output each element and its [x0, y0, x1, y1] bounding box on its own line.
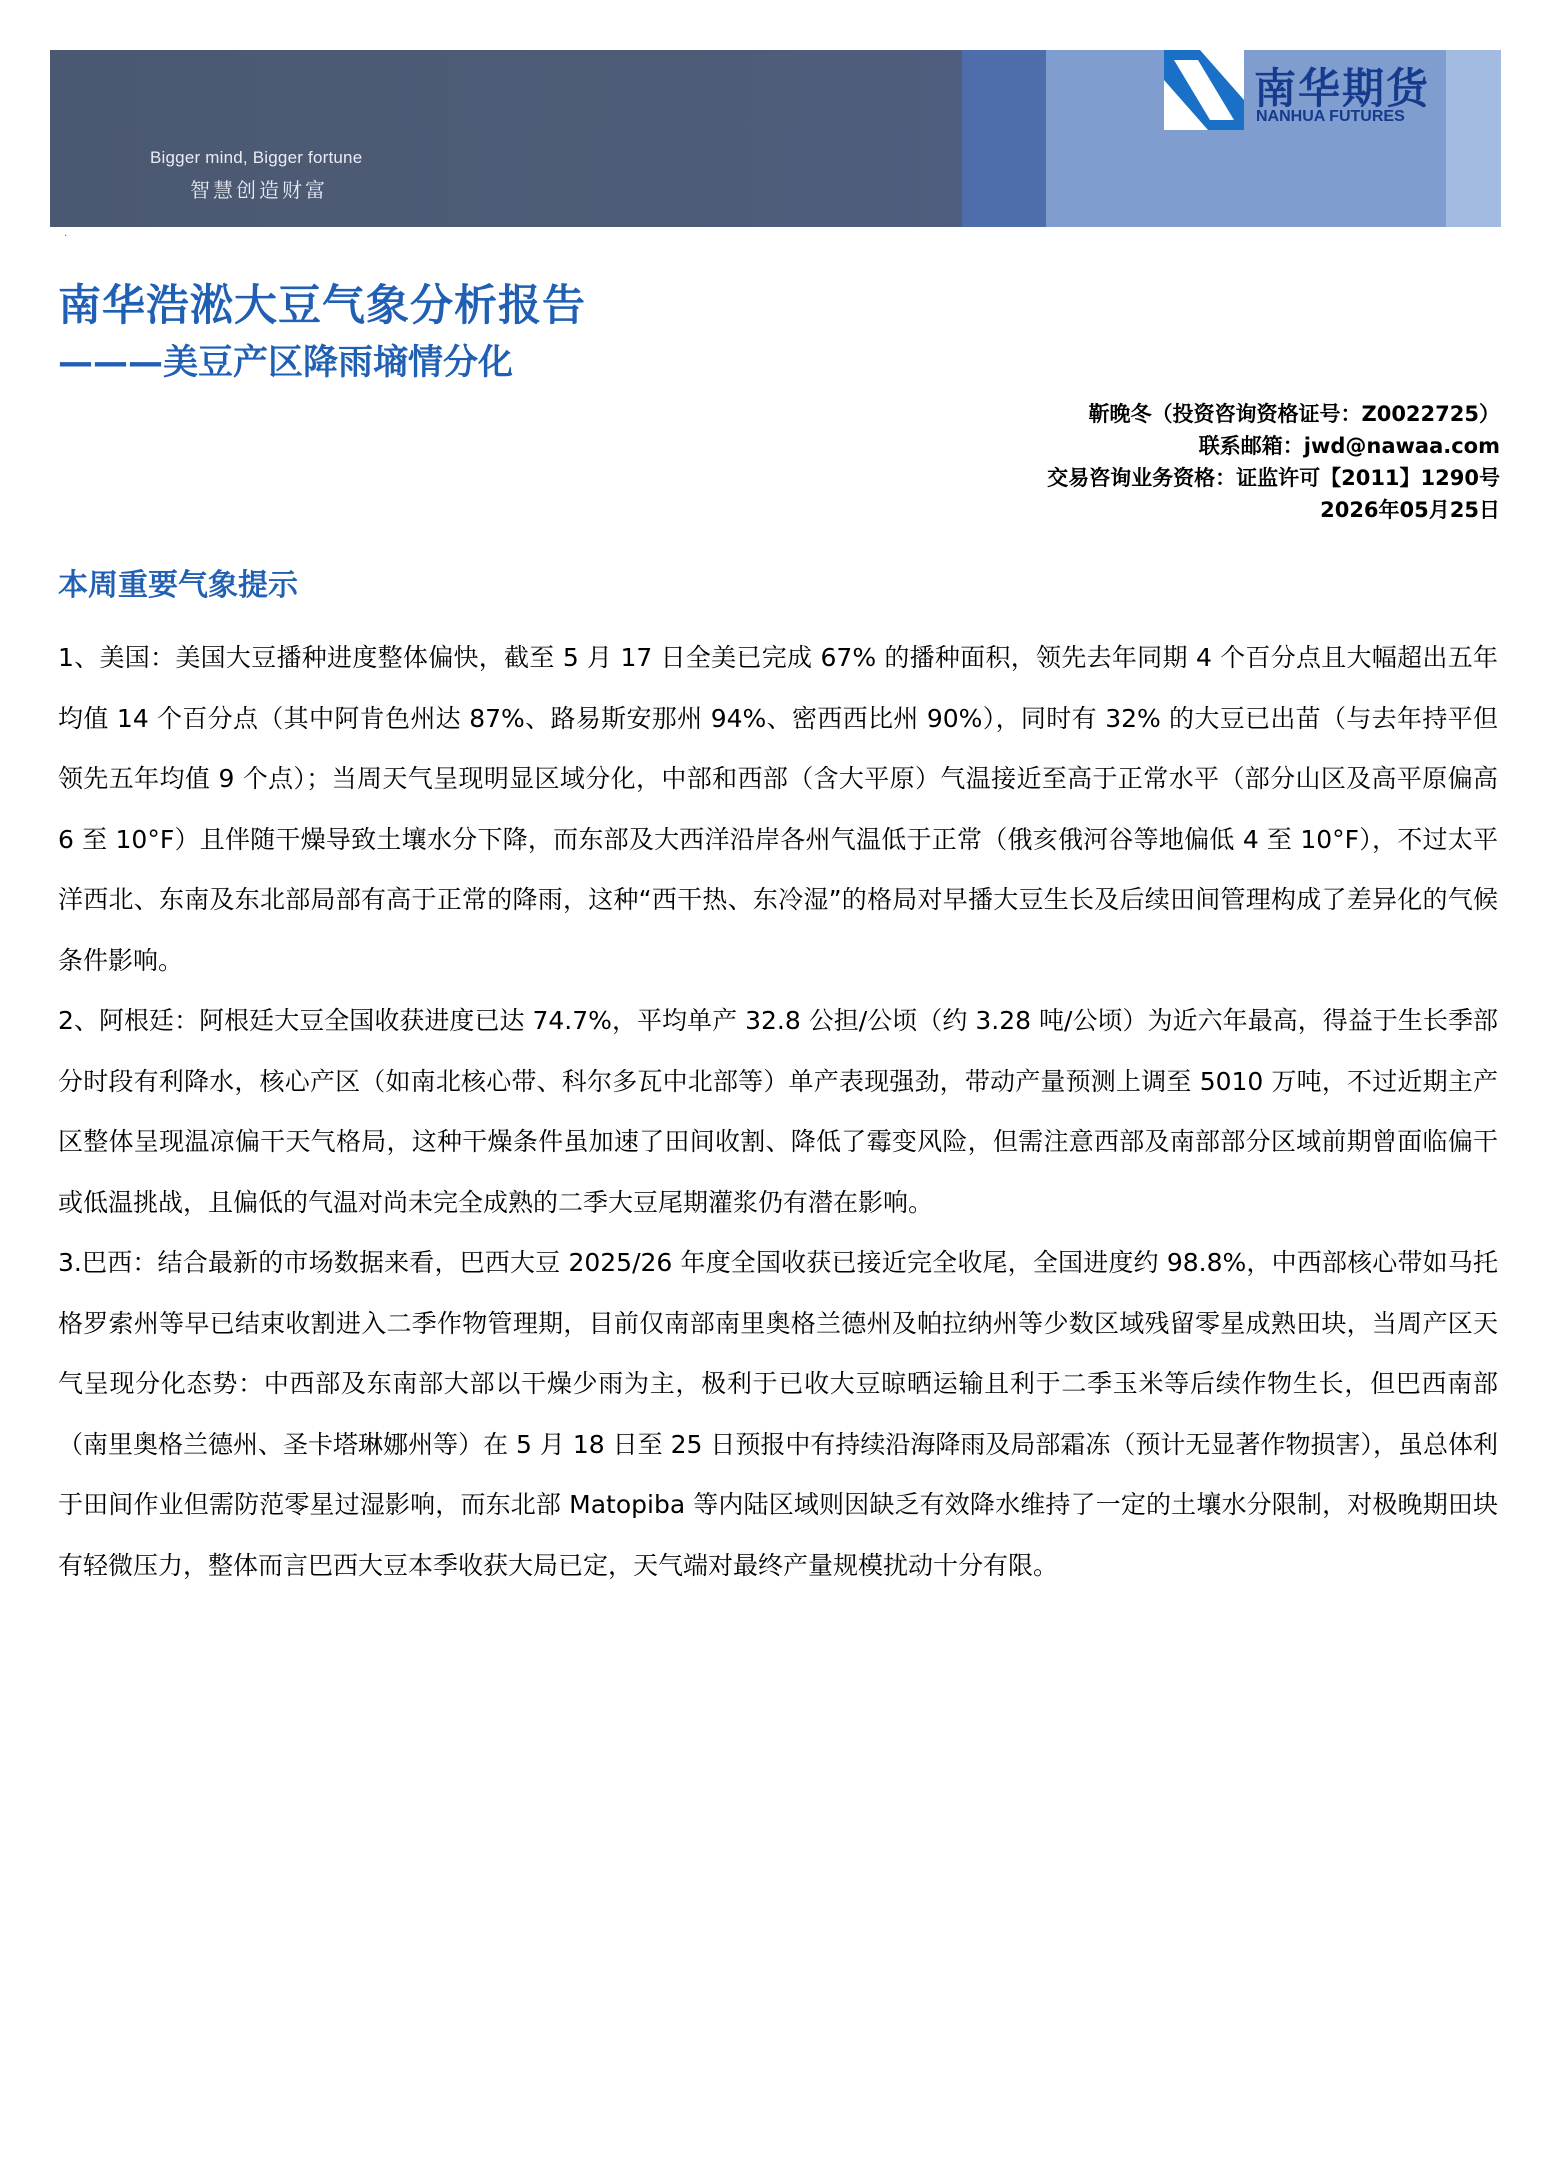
slogan-english: Bigger mind, Bigger fortune: [150, 148, 363, 167]
paragraph-brazil: 3.巴西：结合最新的市场数据来看，巴西大豆 2025/26 年度全国收获已接近完全收尾，全国进度约 98.8%，中西部核心带如马托格罗索州等早已结束收割进入二季作物管理期，目前仅南部南里奥格兰德州及帕拉纳州等少数区域残留零星成熟田块，当周产区天气呈现分化态势：中西部及东南部大部以干燥少雨为主，极利于已收大豆晾晒运输且利于二季玉米等后续作物生长，但巴西南部（南里奥格兰德州、圣卡塔琳娜州等）在 5 月 18 日至 25 日预报中有持续沿海降雨及局部霜冻（预计无显著作物损害），虽总体利于田间作业但需防范零星过湿影响，而东北部 Matopiba 等内陆区域则因缺乏有效降水维持了一定的土壤水分限制，对极晚期田块有轻微压力，整体而言巴西大豆本季收获大局已定，天气端对最终产量规模扰动十分有限。: [58, 1248, 1498, 1580]
banner-stripe: [962, 50, 1046, 227]
nanhua-logo-icon: [1164, 50, 1244, 130]
logo-english-name: NANHUA FUTURES: [1256, 108, 1405, 125]
author-info: [800, 398, 1500, 526]
report-subtitle: ———美豆产区降雨墒情分化: [58, 343, 514, 383]
page-marker: ·: [64, 231, 68, 242]
company-logo: [1164, 50, 1454, 140]
report-title: 南华浩淞大豆气象分析报告: [58, 281, 586, 331]
logo-chinese-name: 南华期货: [1254, 64, 1431, 113]
section-body: [58, 628, 1498, 1596]
report-date: 2026年05月25日: [1320, 498, 1500, 522]
slogan-chinese: 智慧创造财富: [190, 178, 328, 202]
paragraph-us: 1、美国：美国大豆播种进度整体偏快，截至 5 月 17 日全美已完成 67% 的播种面积，领先去年同期 4 个百分点且大幅超出五年均值 14 个百分点（其中阿肯色州达 87%、路易斯安那州 94%、密西西比州 90%），同时有 32% 的大豆已出苗（与去年持平但领先五年均值 9 个点）；当周天气呈现明显区域分化，中部和西部（含大平原）气温接近至高于正常水平（部分山区及高平原偏高 6 至 10°F）且伴随干燥导致土壤水分下降，而东部及大西洋沿岸各州气温低于正常（俄亥俄河谷等地偏低 4 至 10°F），不过太平洋西北、东南及东北部局部有高于正常的降雨，这种“西干热、东冷湿”的格局对早播大豆生长及后续田间管理构成了差异化的气候条件影响。: [58, 643, 1498, 975]
paragraph-argentina: 2、阿根廷：阿根廷大豆全国收获进度已达 74.7%，平均单产 32.8 公担/公顷（约 3.28 吨/公顷）为近六年最高，得益于生长季部分时段有利降水，核心产区（如南北核心带、科尔多瓦中北部等）单产表现强劲，带动产量预测上调至 5010 万吨，不过近期主产区整体呈现温凉偏干天气格局，这种干燥条件虽加速了田间收割、降低了霉变风险，但需注意西部及南部部分区域前期曾面临偏干或低温挑战，且偏低的气温对尚未完全成熟的二季大豆尾期灌浆仍有潜在影响。: [58, 1006, 1498, 1217]
business-license: 交易咨询业务资格：证监许可【2011】1290号: [1047, 466, 1500, 490]
banner-stripe: [1446, 50, 1501, 227]
author-email: 联系邮箱：jwd@nawaa.com: [1198, 434, 1500, 458]
author-name: 靳晚冬（投资咨询资格证号：Z0022725）: [1088, 402, 1500, 426]
section-title: 本周重要气象提示: [58, 568, 298, 603]
